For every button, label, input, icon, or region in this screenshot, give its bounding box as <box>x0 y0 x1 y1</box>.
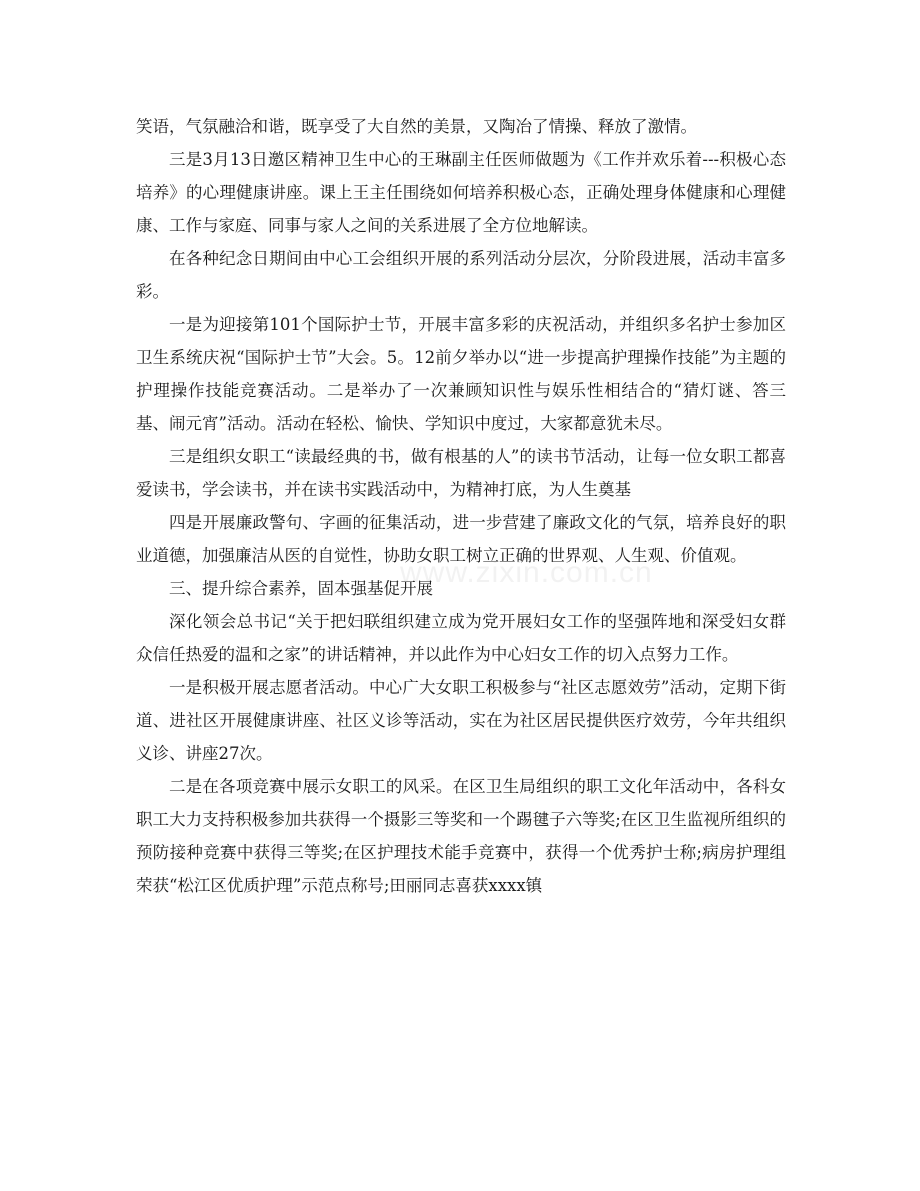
paragraph-1: 笑语，气氛融洽和谐，既享受了大自然的美景，又陶冶了情操、释放了激情。 <box>136 117 697 136</box>
paragraph-9: 一是积极开展志愿者活动。中心广大女职工积极参与“社区志愿效劳”活动，定期下街道、进社区开展健康讲座、社区义诊等活动，实在为社区居民提供医疗效劳，今年共组织义诊、讲座27次。 <box>136 678 786 763</box>
document-body <box>136 110 786 902</box>
paragraph-3: 在各种纪念日期间由中心工会组织开展的系列活动分层次，分阶段进展，活动丰富多彩。 <box>136 249 786 301</box>
paragraph-5: 三是组织女职工“读最经典的书，做有根基的人”的读书节活动，让每一位女职工都喜爱读书，学会读书，并在读书实践活动中，为精神打底，为人生奠基 <box>136 447 786 499</box>
paragraph-6: 四是开展廉政警句、字画的征集活动，进一步营建了廉政文化的气氛，培养良好的职业道德，加强廉洁从医的自觉性，协助女职工树立正确的世界观、人生观、价值观。 <box>136 513 786 565</box>
paragraph-2: 三是3月13日邀区精神卫生中心的王琳副主任医师做题为《工作并欢乐着---积极心态培养》的心理健康讲座。课上王主任围绕如何培养积极心态，正确处理身体健康和心理健康、工作与家庭、同事与家人之间的关系进展了全方位地解读。 <box>136 150 786 235</box>
watermark: www.zixin.com.cn <box>400 556 653 589</box>
paragraph-8: 深化领会总书记“关于把妇联组织建立成为党开展妇女工作的坚强阵地和深受妇女群众信任热爱的温和之家”的讲话精神，并以此作为中心妇女工作的切入点努力工作。 <box>136 612 786 664</box>
paragraph-4: 一是为迎接第101个国际护士节，开展丰富多彩的庆祝活动，并组织多名护士参加区卫生系统庆祝“国际护士节”大会。5。12前夕举办以“进一步提高护理操作技能”为主题的护理操作技能竞赛活动。二是举办了一次兼顾知识性与娱乐性相结合的“猜灯谜、答三基、闹元宵”活动。活动在轻松、愉快、学知识中度过，大家都意犹未尽。 <box>136 315 786 433</box>
paragraph-10: 二是在各项竞赛中展示女职工的风采。在区卫生局组织的职工文化年活动中，各科女职工大力支持积极参加共获得一个摄影三等奖和一个踢毽子六等奖;在区卫生监视所组织的预防接种竞赛中获得三等奖;在区护理技术能手竞赛中，获得一个优秀护士称;病房护理组荣获“松江区优质护理”示范点称号;田丽同志喜获xxxx镇 <box>136 777 786 895</box>
section-heading: 三、提升综合素养，固本强基促开展 <box>169 579 433 598</box>
